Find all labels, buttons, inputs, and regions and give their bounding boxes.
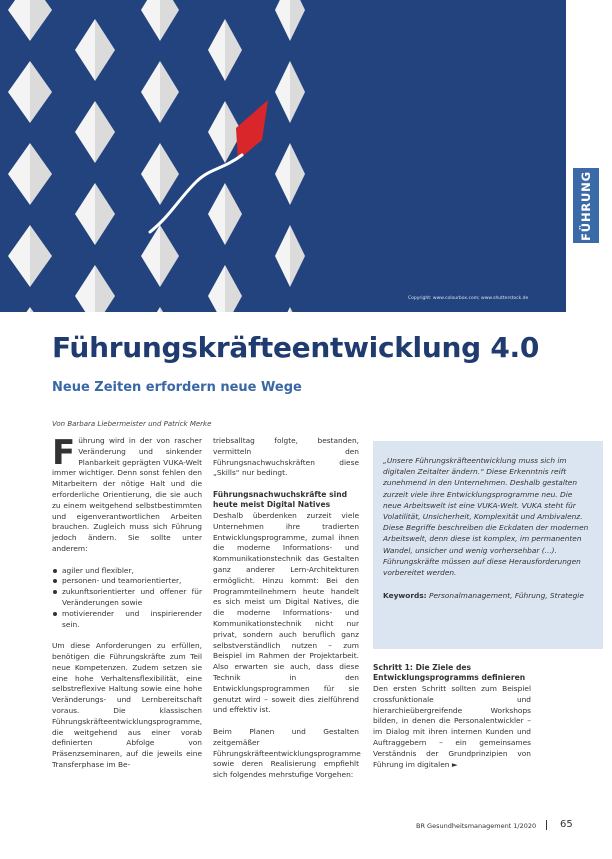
list-item: agiler und flexibler, <box>52 566 202 577</box>
paragraph: Deshalb überdenken zurzeit viele Unternehmen ihre tradierten Entwicklungsprogramme, zumal ihnen die moderne Informations- und Kommunikationstechnik das Gestalten ganz anderer Lern-Architekturen ermöglicht. Hinzu kommt: Bei den Programmteilnehmern heute handelt es sich meist um Digital Natives, die die moderne Informations- und Kommunikationstechnik nicht nur privat, sondern auch beruflich ganz selbstverständlich nutzen – zum Beispiel im Rahmen der Projektarbeit. Also erwarten sie auch, dass diese Technik in den Entwicklungsprogrammen für sie genutzt wird – soweit dies zielführend und effektiv ist. <box>213 510 359 715</box>
article-subtitle: Neue Zeiten erfordern neue Wege <box>52 380 302 395</box>
text-column-2 <box>213 436 359 792</box>
hero-image <box>0 0 566 312</box>
section-heading: Schritt 1: Die Ziele des Entwicklungsprogramms definieren <box>373 663 526 682</box>
footer-divider <box>546 820 547 830</box>
paragraph: Den ersten Schritt sollten zum Beispiel crossfunktionale und hierarchieübergreifende Workshops bilden, in denen die Personalentwickler – im Dialog mit ihren internen Kunden und Auftraggebern – ein gemeinsames Verständnis der Grundprinzipien von Führung im digitalen ► <box>373 684 531 769</box>
text-column-3 <box>373 663 531 781</box>
page-number: 65 <box>560 819 573 830</box>
continue-arrow-icon: ► <box>451 759 458 769</box>
article-title: Führungskräfteentwicklung 4.0 <box>52 331 540 364</box>
paper-boats-illustration <box>0 0 566 312</box>
keywords-label: Keywords: <box>383 591 427 601</box>
abstract-box <box>373 441 603 649</box>
section-heading: Führungsnachwuchskräfte sind heute meist Digital Natives <box>213 489 348 509</box>
keywords-text: Personalmanagement, Führung, Strategie <box>428 591 584 601</box>
intro-text: ührung wird in der von rascher Veränderung und sinkender Planbarkeit geprägten VUKA-Welt immer wichtiger. Denn sonst fehlen den Mitarbeitern der nötige Halt und die erforderliche Orientierung, die sie auch zu einem weitgehend selbstbestimmten und eigenverantwortlichen Arbeiten brauchen. Zugleich muss sich Führung jedoch ändern. Sie sollte unter anderem: <box>52 436 202 553</box>
list-item: motivierender und inspirierender sein. <box>52 609 202 631</box>
paragraph: Um diese Anforderungen zu erfüllen, benötigen die Führungskräfte zum Teil neue Kompetenzen. Zudem setzen sie eine hohe Verhaltensflexibilität, eine selbstreflexive Haltung sowie eine hohe Veränderungs- und Lernbereitschaft voraus. Die klassischen Führungskräfteentwicklungsprogramme, die weitgehend aus einer vorab definierten Abfolge von Präsenzseminaren, auf die jeweils eine Transferphase im Be- <box>52 641 203 769</box>
byline: Von Barbara Liebermeister und Patrick Merke <box>52 420 212 428</box>
paragraph: triebsalltag folgte, bestanden, vermitteln den Führungsnachwuchskräften diese „Skills“ nur bedingt. <box>213 436 359 478</box>
photo-credit: Copyright: www.colourbox.com; www.shutterstock.de <box>408 296 529 301</box>
list-item: personen- und teamorientierter, <box>52 576 202 587</box>
paragraph: Beim Planen und Gestalten zeitgemäßer Führungskräfteentwicklungsprogramme sowie deren Realisierung empfiehlt sich folgendes mehrstufige Vorgehen: <box>213 726 361 780</box>
text-column-1 <box>52 433 203 782</box>
section-tab-label: FÜHRUNG <box>579 170 593 241</box>
section-tab <box>573 168 599 243</box>
requirements-list <box>52 566 202 631</box>
list-item: zukunftsorientierter und offener für Veränderungen sowie <box>52 587 202 609</box>
keywords <box>383 590 593 601</box>
journal-name: BR Gesundheitsmanagement 1/2020 <box>416 822 537 830</box>
drop-cap: F <box>52 433 76 473</box>
abstract-quote: „Unsere Führungskräfteentwicklung muss sich im digitalen Zeitalter ändern.“ Diese Erkenntnis reift zunehmend in den Unternehmen. Deshalb gestalten zurzeit viele ihre Entwicklungsprogramme neu. Die neue Arbeitswelt ist eine VUKA-Welt. VUKA steht für Volatilität, Unsicherheit, Komplexität und Ambivalenz. Diese Begriffe beschreiben die Eckdaten der modernen Arbeitswelt, denn diese ist komplex, im permanenten Wandel, unsicher und wenig vorhersehbar (...). Führungskräfte müssen auf diese Herausforderungen vorbereitet werden. <box>383 456 589 578</box>
intro-paragraph <box>52 433 202 555</box>
